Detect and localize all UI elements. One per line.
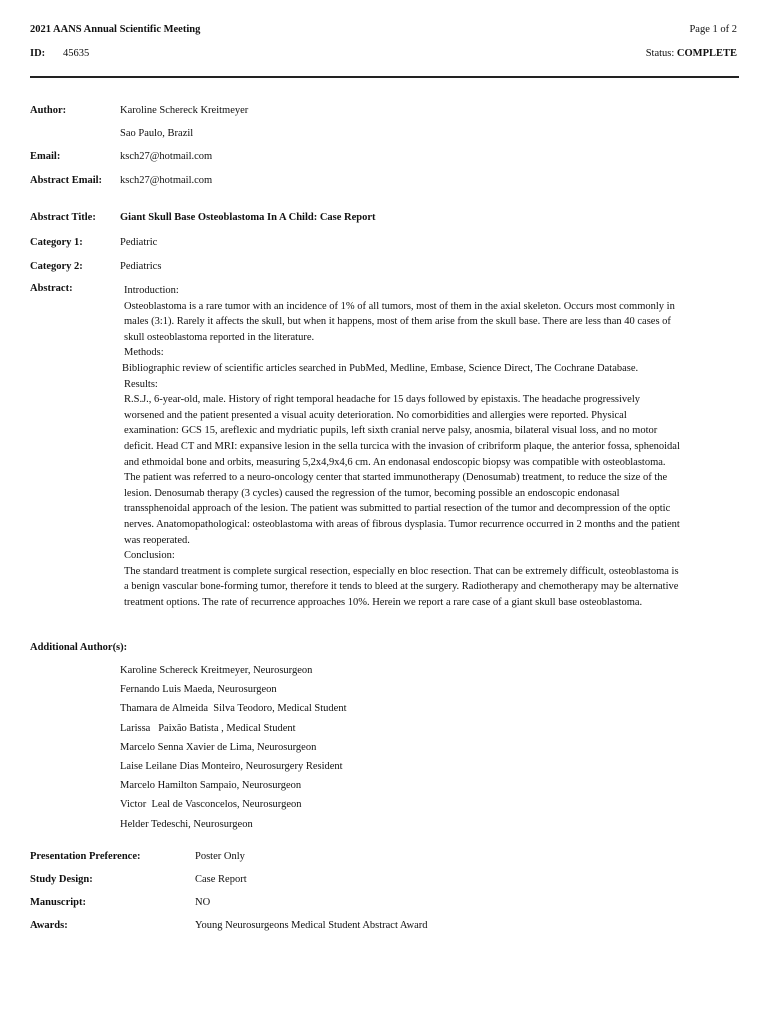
author-location: Sao Paulo, Brazil: [120, 128, 194, 139]
abstract-label: Abstract:: [30, 283, 73, 294]
list-item: Thamara de Almeida Silva Teodoro, Medical Student: [120, 703, 347, 715]
manuscript-value: NO: [195, 897, 211, 908]
category1-value: Pediatric: [120, 237, 158, 248]
additional-authors-label: Additional Author(s):: [30, 642, 128, 653]
presentation-label: Presentation Preference:: [30, 851, 141, 862]
list-item: Karoline Schereck Kreitmeyer, Neurosurgeon: [120, 665, 313, 676]
methods-text: Bibliographic review of scientific articles searched in PubMed, Medline, Embase, Science Direct, The Cochrane Database.: [122, 362, 639, 374]
list-item: Larissa Paixão Batista , Medical Student: [120, 722, 296, 734]
email-value: ksch27@hotmail.com: [120, 151, 213, 162]
presentation-value: Poster Only: [195, 851, 245, 862]
category2-value: Pediatrics: [120, 261, 162, 272]
list-item: Fernando Luis Maeda, Neurosurgeon: [120, 684, 277, 696]
status: [646, 48, 737, 59]
results-heading: Results:: [124, 378, 158, 390]
conclusion-text: The standard treatment is complete surgical resection, especially en bloc resection. That can be extremely difficult, osteoblastoma is a benign vascular bone-forming tumor, therefore it tends to bleed at the surgery. Radiotherapy and chemotherapy may be alternative treatment options. The rate of recurrence approaches 10%. Herein we report a rare case of a giant skull base osteoblastoma.: [124, 565, 679, 608]
list-item: Helder Tedeschi, Neurosurgeon: [120, 818, 253, 830]
manuscript-label: Manuscript:: [30, 897, 86, 908]
list-item: Laise Leilane Dias Monteiro, Neurosurgery Resident: [120, 761, 343, 773]
awards-value: Young Neurosurgeons Medical Student Abstract Award: [195, 920, 428, 931]
intro-text: Osteoblastoma is a rare tumor with an incidence of 1% of all tumors, most of them in the axial skeleton. Occurs most commonly in males (3:1). Rarely it affects the skull, but when it happens, most of them arise from the skull base. There are less than 40 cases of skull osteoblastoma reported in the literature.: [124, 300, 675, 343]
author-label: Author:: [30, 105, 67, 116]
abstract-title-label: Abstract Title:: [30, 212, 96, 223]
category2-label: Category 2:: [30, 261, 83, 272]
intro-heading: Introduction:: [124, 285, 179, 296]
email-label: Email:: [30, 151, 61, 162]
status-value: COMPLETE: [676, 48, 737, 59]
header-divider: [30, 76, 739, 78]
list-item: Marcelo Senna Xavier de Lima, Neurosurgeon: [120, 741, 317, 753]
status-label: Status:: [645, 48, 675, 59]
additional-authors-list: [120, 661, 347, 834]
awards-label: Awards:: [30, 920, 68, 931]
id-value: 45635: [63, 48, 90, 59]
study-design-label: Study Design:: [30, 874, 93, 885]
page-number: Page 1 of 2: [689, 24, 737, 35]
author-name: Karoline Schereck Kreitmeyer: [120, 105, 249, 116]
list-item: Marcelo Hamilton Sampaio, Neurosurgeon: [120, 780, 302, 792]
abstract-email-label: Abstract Email:: [30, 175, 103, 186]
category1-label: Category 1:: [30, 237, 83, 248]
methods-heading: Methods:: [124, 347, 164, 359]
list-item: Victor Leal de Vasconcelos, Neurosurgeon: [120, 799, 302, 811]
abstract-email-value: ksch27@hotmail.com: [120, 175, 213, 186]
study-design-value: Case Report: [195, 874, 247, 885]
results-text: R.S.J., 6-year-old, male. History of right temporal headache for 15 days followed by epistaxis. The headache progressively worsened and the patient presented a visual acuity deterioration. No comorbidities and allergies were reported. Physical examination: GCS 15, areflexic and mydriatic pupils, left sixth cranial nerve palsy, anosmia, bilateral visual loss, and no motor deficit. Head CT and MRI: expansive lesion in the sella turcica with the invasion of cribriform plaque, the anterior fossa, sphenoidal and ethmoidal bone and orbits, measuring 5,2x4,9x4,6 cm. An endonasal endoscopic biopsy was compatible with osteoblastoma. The patient was referred to a neuro-oncology center that started immunotherapy (Denosumab) treatment, to reduce the size of the lesion. Denosumab therapy (3 cycles) caused the regression of the tumor, becoming possible an endoscopic endonasal transsphenoidal approach of the lesion. The patient was submitted to partial resection of the tumor and decompression of the optic nerves. Anatomopathological: osteoblastoma with areas of fibrous dysplasia. Tumor recurrence occurred in 2 months and the patient was reoperated.: [124, 394, 680, 546]
id-label: ID:: [30, 48, 46, 59]
meeting-title: 2021 AANS Annual Scientific Meeting: [30, 24, 201, 35]
abstract-title: Giant Skull Base Osteoblastoma In A Child: Case Report: [120, 212, 376, 223]
conclusion-heading: Conclusion:: [124, 550, 175, 562]
abstract-body: [120, 283, 680, 610]
